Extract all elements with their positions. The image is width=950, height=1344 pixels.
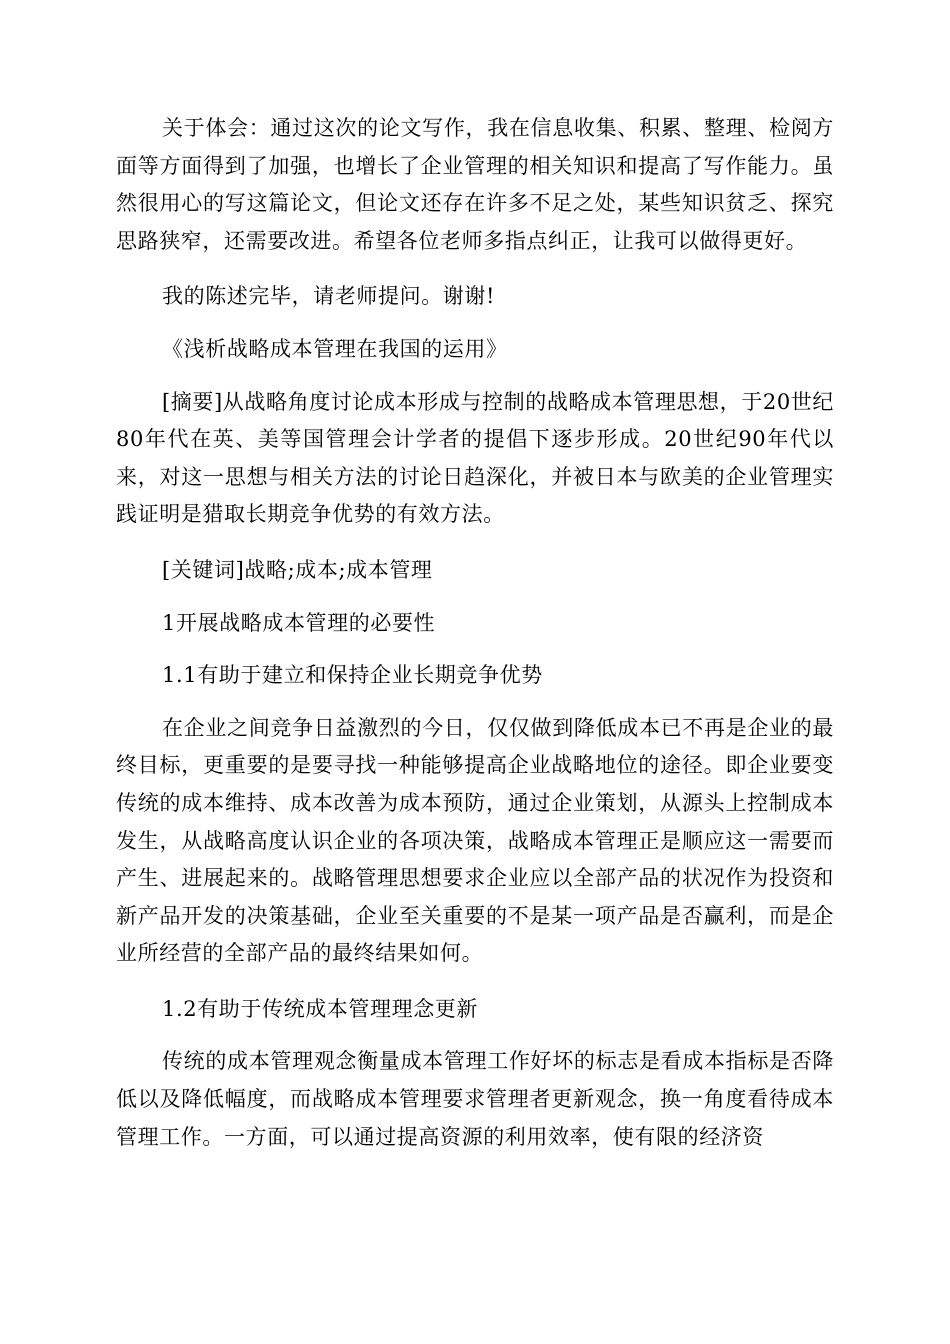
paragraph-closing: 我的陈述完毕，请老师提问。谢谢! <box>162 284 496 309</box>
document-page <box>116 110 834 1174</box>
paper-title: 《浅析战略成本管理在我国的运用》 <box>162 336 508 361</box>
paragraph-section-1-2: 传统的成本管理观念衡量成本管理工作好坏的标志是看成本指标是否降低以及降低幅度，而战略成本管理要求管理者更新观念，换一角度看待成本管理工作。一方面，可以通过提高资源的利用效率，使有限的经济资 <box>116 1049 834 1149</box>
paragraph-reflection: 关于体会：通过这次的论文写作，我在信息收集、积累、整理、检阅方面等方面得到了加强，也增长了企业管理的相关知识和提高了写作能力。虽然很用心的写这篇论文，但论文还存在许多不足之处，某些知识贫乏、探究思路狭窄，还需要改进。希望各位老师多指点纠正，让我可以做得更好。 <box>116 116 834 253</box>
section-heading-1-1: 1.1有助于建立和保持企业长期竞争优势 <box>162 663 543 688</box>
section-heading-1-2: 1.2有助于传统成本管理理念更新 <box>162 996 478 1021</box>
paragraph-section-1-1: 在企业之间竞争日益激烈的今日，仅仅做到降低成本已不再是企业的最终目标，更重要的是要寻找一种能够提高企业战略地位的途径。即企业要变传统的成本维持、成本改善为成本预防，通过企业策划，从源头上控制成本发生，从战略高度认识企业的各项决策，战略成本管理正是顺应这一需要而产生、进展起来的。战略管理思想要求企业应以全部产品的状况作为投资和新产品开发的决策基础，企业至关重要的不是某一项产品是否赢利，而是企业所经营的全部产品的最终结果如何。 <box>116 715 834 966</box>
paragraph-keywords: [关键词]战略;成本;成本管理 <box>162 557 433 582</box>
paragraph-abstract: [摘要]从战略角度讨论成本形成与控制的战略成本管理思想，于20世纪80年代在英、美等国管理会计学者的提倡下逐步形成。20世纪90年代以来，对这一思想与相关方法的讨论日趋深化，并被日本与欧美的企业管理实践证明是猎取长期竞争优势的有效方法。 <box>116 389 834 527</box>
section-heading-1: 1开展战略成本管理的必要性 <box>162 610 436 635</box>
